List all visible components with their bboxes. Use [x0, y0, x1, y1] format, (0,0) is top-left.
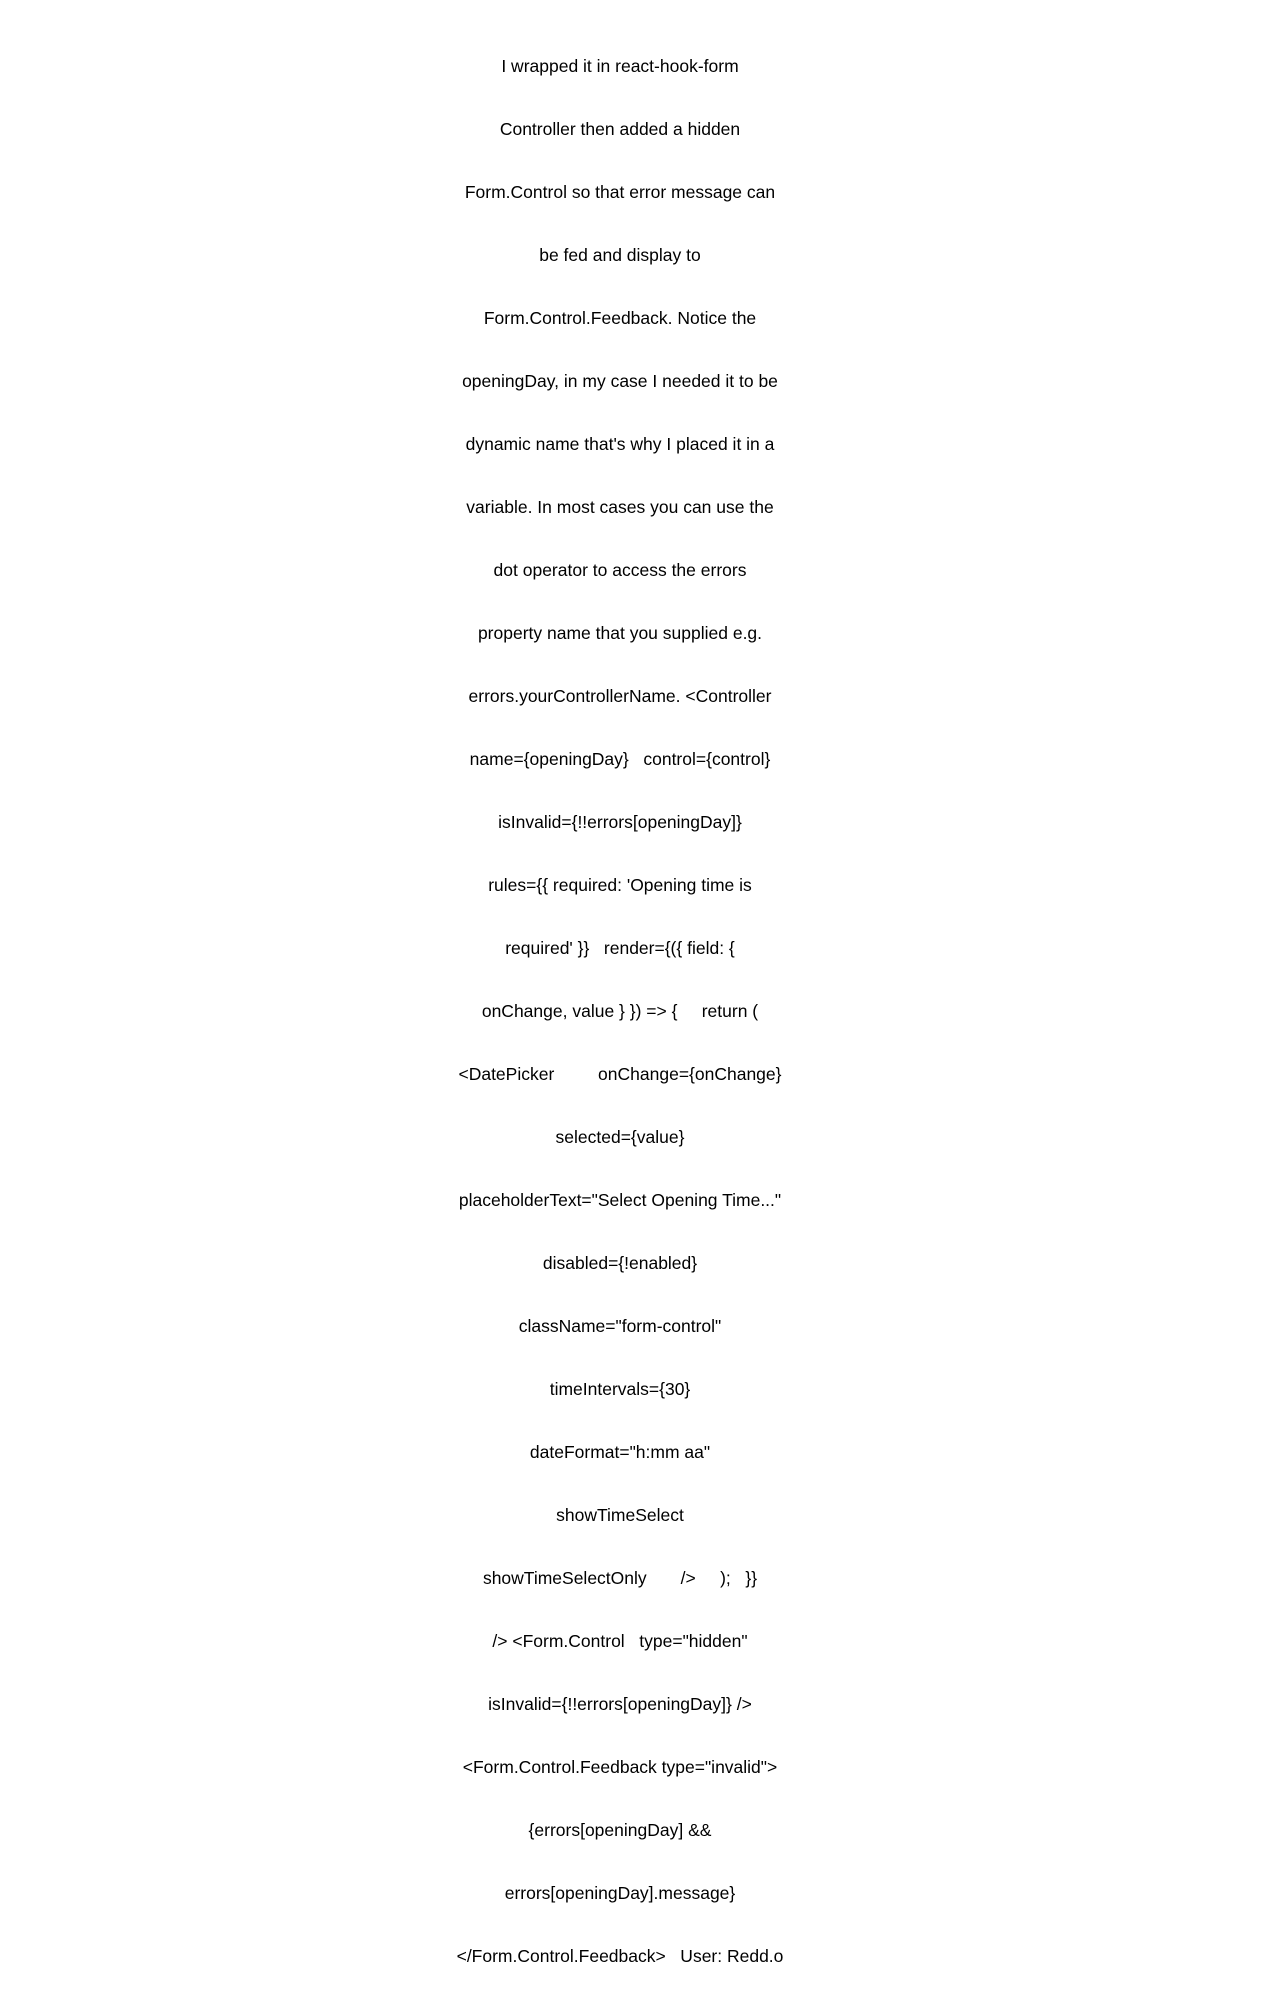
- post-line: showTimeSelectOnly /> ); }}: [482, 1568, 758, 1588]
- post-line: isInvalid={!!errors[openingDay]}: [498, 812, 742, 832]
- post-line: placeholderText="Select Opening Time...": [458, 1190, 782, 1210]
- post-line: isInvalid={!!errors[openingDay]} />: [488, 1694, 752, 1714]
- post-line: dynamic name that's why I placed it in a: [465, 434, 775, 454]
- post-line: dot operator to access the errors: [493, 560, 747, 580]
- post-line: Form.Control.Feedback. Notice the: [483, 308, 757, 328]
- post-line: I wrapped it in react-hook-form: [501, 56, 739, 76]
- post-line: property name that you supplied e.g.: [477, 623, 763, 643]
- post-line: dateFormat="h:mm aa": [529, 1442, 711, 1462]
- post-line: selected={value}: [555, 1127, 685, 1147]
- post-line: showTimeSelect: [556, 1505, 684, 1525]
- post-line: </Form.Control.Feedback> User: Redd.o: [456, 1946, 784, 1966]
- post-line: required' }} render={({ field: {: [505, 938, 735, 958]
- post-line: {errors[openingDay] &&: [528, 1820, 712, 1840]
- post-line: variable. In most cases you can use the: [466, 497, 774, 517]
- post-line: disabled={!enabled}: [542, 1253, 698, 1273]
- post-line: Controller then added a hidden: [499, 119, 741, 139]
- post-line: rules={{ required: 'Opening time is: [488, 875, 752, 895]
- post-line: <Form.Control.Feedback type="invalid">: [462, 1757, 778, 1777]
- post-line: timeIntervals={30}: [549, 1379, 691, 1399]
- post-line: openingDay, in my case I needed it to be: [462, 371, 778, 391]
- post-line: Form.Control so that error message can: [464, 182, 776, 202]
- post-body: [446, 14, 794, 2009]
- post-line: errors.yourControllerName. <Controller: [468, 686, 772, 706]
- post-line: errors[openingDay].message}: [504, 1883, 736, 1903]
- post-line: name={openingDay} control={control}: [469, 749, 771, 769]
- post-line: className="form-control": [518, 1316, 722, 1336]
- post-line: onChange, value } }) => { return (: [481, 1001, 759, 1021]
- post-line: be fed and display to: [539, 245, 701, 265]
- post-line: <DatePicker onChange={onChange}: [458, 1064, 782, 1084]
- post-line: /> <Form.Control type="hidden": [492, 1631, 748, 1651]
